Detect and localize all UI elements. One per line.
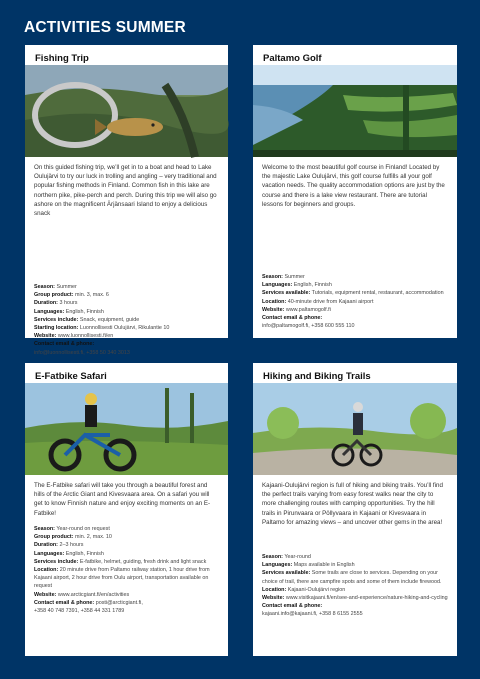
- activity-card-fishing-trip: [25, 45, 228, 356]
- detail-row: Services include: Snack, equipment, guide: [34, 316, 140, 323]
- card-description: Welcome to the most beautiful golf course in Finland! Located by the majestic Lake Oulujärvi, this golf course fulfills all your golf vacation needs. The quality accommodation options are just by the course and there is a lake view restaurant. There are tutorial lessons for beginners and groups.: [262, 164, 445, 208]
- detail-row: Location: 20 minute drive from Paltamo railway station, 1 hour drive from Kajaani airport, 2 hour drive from Oulu airport, transportation available on request: [34, 567, 210, 590]
- detail-row: Season: Summer: [262, 274, 305, 280]
- website-link[interactable]: www.paltamogolf.fi: [285, 306, 331, 313]
- website-link[interactable]: www.arcticgiant.fi/en/activities: [57, 591, 130, 598]
- detail-row: Duration: 3 hours: [34, 300, 78, 307]
- detail-row: Languages: English, Finnish: [262, 282, 332, 289]
- contact-info[interactable]: kajaani.info@kajaani.fi, +358 8 6155 2555: [262, 611, 363, 618]
- card-details: [262, 273, 448, 330]
- card-title: Paltamo Golf: [263, 53, 322, 64]
- detail-row: Contact email & phone:: [34, 341, 95, 348]
- detail-row: Contact email & phone:: [262, 603, 323, 610]
- card-details: [262, 553, 448, 619]
- detail-row: Group product: min. 2, max. 10: [34, 534, 112, 541]
- detail-row: Services available: Tutorials, equipment rental, restaurant, accommodation: [262, 290, 444, 297]
- detail-row: Contact email & phone:: [262, 315, 323, 322]
- fatbike-photo: [25, 383, 228, 475]
- detail-row: Website: www.luonnollisesti.fi/en: [34, 333, 114, 340]
- card-description: On this guided fishing trip, we’ll get in to a boat and head to Lake Oulujärvi to try our luck in trolling and angling – very traditional and popular fishing methods in Finland. Common fish in this lake are northern pike, pike-perch and perch. During this trip we will also go ashore on the magnificent Ärjänsaari Island to enjoy a delicious snack: [34, 164, 217, 218]
- page-title: ACTIVITIES SUMMER: [24, 19, 186, 36]
- detail-row: Languages: Maps available in English: [262, 562, 355, 569]
- detail-row: Website: www.visitkajaani.fi/en/see-and-experience/nature-hiking-and-cycling: [262, 595, 448, 602]
- detail-row: Season: Summer: [34, 284, 77, 290]
- activity-card-e-fatbike-safari: [25, 363, 228, 656]
- mountain-biker-photo: [253, 383, 457, 475]
- website-link[interactable]: www.visitkajaani.fi/en/see-and-experience/nature-hiking-and-cycling: [285, 595, 448, 602]
- card-title: Fishing Trip: [35, 53, 89, 64]
- card-details: [34, 525, 219, 615]
- card-title: Hiking and Biking Trails: [263, 371, 371, 382]
- activity-card-hiking-biking-trails: [253, 363, 457, 656]
- detail-row: Website: www.paltamogolf.fi: [262, 306, 331, 313]
- card-title: E-Fatbike Safari: [35, 371, 107, 382]
- detail-row: Services include: E-fatbike, helmet, guiding, fresh drink and light snack: [34, 558, 207, 565]
- card-details: [34, 283, 219, 357]
- detail-row: Website: www.arcticgiant.fi/en/activities: [34, 591, 130, 598]
- detail-row: Languages: English, Finnish: [34, 550, 104, 557]
- contact-info[interactable]: info@paltamogolf.fi, +358 600 555 110: [262, 323, 355, 330]
- fishing-photo: [25, 65, 228, 157]
- contact-info[interactable]: info@luonnollisesti.fi, +358 50 340 3013: [34, 349, 130, 356]
- detail-row: Season: Year-round on request: [34, 526, 110, 532]
- golf-course-photo: [253, 65, 457, 157]
- detail-row: Languages: English, Finnish: [34, 308, 104, 315]
- activity-card-paltamo-golf: [253, 45, 457, 338]
- detail-row: Duration: 2–3 hours: [34, 542, 84, 549]
- detail-row: Starting location: Luonnollisesti Oulujärvi, Rikulantie 10: [34, 325, 170, 332]
- detail-row: Services available: Some trails are close to services. Depending on your choice of trail, there are campfire spots and some of them include firewood.: [262, 570, 442, 585]
- website-link[interactable]: www.luonnollisesti.fi/en: [57, 333, 114, 340]
- detail-row: Contact email & phone: posti@arcticgiant.fi,: [34, 599, 143, 606]
- card-description: Kajaani-Oulujärvi region is full of hiking and biking trails. You’ll find the perfect trails varying from easy forest walks near the city to more challenging routes with camping opportunities. Try the hill trails in Pirunvaara or Pöllyvaara in Kajaani or Kivesvaara in Paltamo for amazing views – and uncover other gems in the area!: [262, 482, 443, 526]
- detail-row: Location: Kajaani-Oulujärvi region: [262, 586, 346, 593]
- card-description: The E-Fatbike safari will take you through a beautiful forest and hills of the Arctic Giant and Kivesvaara area. On a safari you will get to know Finnish nature and enjoy exciting moments on an E-Fatbike!: [34, 482, 211, 517]
- detail-row: Season: Year-round: [262, 554, 311, 560]
- contact-info[interactable]: +358 40 748 7391, +358 44 331 1789: [34, 608, 125, 615]
- detail-row: Group product: min. 3, max. 6: [34, 292, 109, 299]
- detail-row: Location: 40-minute drive from Kajaani airport: [262, 298, 374, 305]
